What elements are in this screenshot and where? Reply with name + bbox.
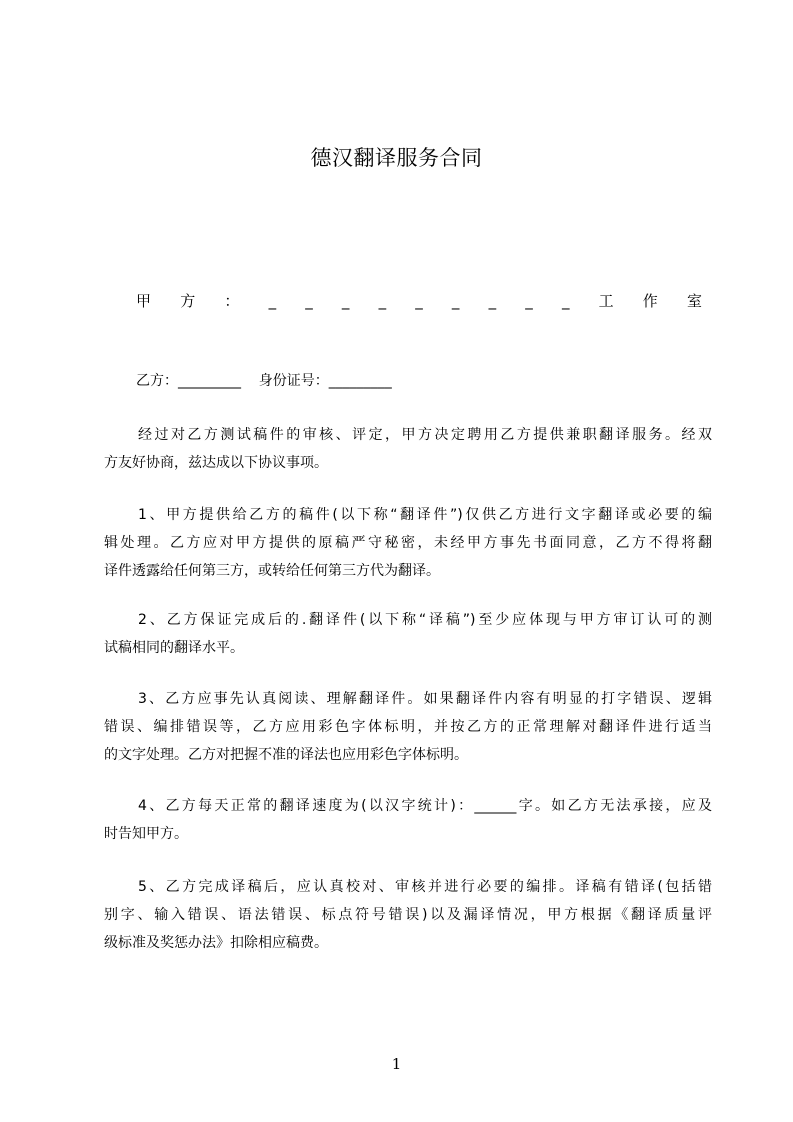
paragraph-line: 错误、编排错误等，乙方应用彩色字体标明，并按乙方的正常理解对翻译件进行适当 <box>104 719 712 735</box>
paragraph-line: 别字、输入错误、语法错误、标点符号错误)以及漏译情况，甲方根据《翻译质量评 <box>104 907 712 923</box>
paragraph-line: 方友好协商，兹达成以下协议事项。 <box>104 455 328 471</box>
clause-3 <box>104 685 712 769</box>
paragraph-line: 的文字处理。乙方对把握不准的译法也应用彩色字体标明。 <box>104 747 468 763</box>
paragraph-line: 1、甲方提供给乙方的稿件(以下称“翻译件”)仅供乙方进行文字翻译或必要的编 <box>138 507 712 523</box>
party-a-blank: _ <box>378 292 387 310</box>
document-title: 德汉翻译服务合同 <box>310 146 483 170</box>
party-b-line: 乙方：_________ 身份证号：_________ <box>136 373 392 389</box>
intro-paragraph <box>104 421 712 477</box>
party-a-char: 方 <box>180 292 196 310</box>
party-a-blank: _ <box>268 292 277 310</box>
party-a-blank: _ <box>305 292 313 310</box>
paragraph-line: 4、乙方每天正常的翻译速度为(以汉字统计)：______字。如乙方无法承接，应及 <box>138 798 712 814</box>
paragraph-line: 时告知甲方。 <box>104 826 188 842</box>
paragraph-line: 3、乙方应事先认真阅读、理解翻译件。如果翻译件内容有明显的打字错误、逻辑 <box>138 691 712 707</box>
paragraph-line: 辑处理。乙方应对甲方提供的原稿严守秘密，未经甲方事先书面同意，乙方不得将翻 <box>104 535 712 551</box>
paragraph-line: 译件透露给任何第三方，或转给任何第三方代为翻译。 <box>104 563 440 579</box>
party-a-char: 工 <box>598 292 614 310</box>
party-a-blank: _ <box>341 292 350 310</box>
party-a-blank: _ <box>561 292 570 310</box>
page-number: 1 <box>391 1055 402 1073</box>
paragraph-line: 经过对乙方测试稿件的审核、评定，甲方决定聘用乙方提供兼职翻译服务。经双 <box>138 427 712 443</box>
party-a-blank: _ <box>525 292 533 310</box>
party-a-char: 室 <box>686 292 702 310</box>
clause-5 <box>104 873 712 957</box>
party-a-char: 甲 <box>136 292 152 310</box>
clause-1 <box>104 501 712 585</box>
party-a-char: ： <box>224 292 240 310</box>
party-a-char: 作 <box>642 292 658 310</box>
paragraph-line: 5、乙方完成译稿后，应认真校对、审核并进行必要的编排。译稿有错译(包括错 <box>138 879 712 895</box>
party-a-blank: _ <box>488 292 497 310</box>
paragraph-line: 试稿相同的翻译水平。 <box>104 640 244 656</box>
party-a-blank: _ <box>451 292 460 310</box>
clause-4 <box>104 792 712 848</box>
clause-2 <box>104 606 712 662</box>
party-a-blank: _ <box>415 292 423 310</box>
paragraph-line: 级标准及奖惩办法》扣除相应稿费。 <box>104 935 328 951</box>
party-a-line <box>136 290 702 312</box>
paragraph-line: 2、乙方保证完成后的.翻译件(以下称“译稿”)至少应体现与甲方审订认可的测 <box>138 612 712 628</box>
